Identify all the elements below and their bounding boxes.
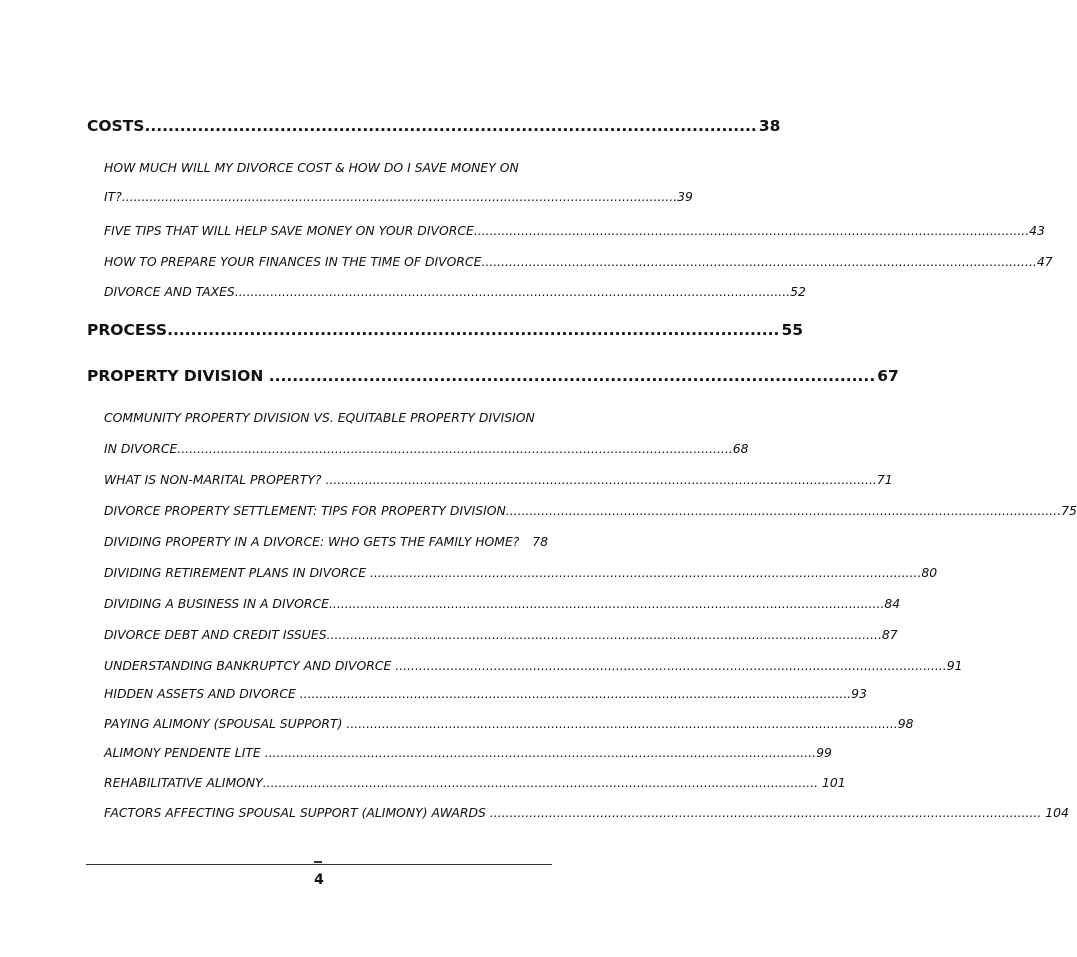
toc-entry-title: FIVE TIPS THAT WILL HELP SAVE MONEY ON YOUR DIVORCE xyxy=(104,223,474,238)
toc-entry-prepare-finances[interactable] xyxy=(104,254,1053,269)
toc-entry-title: DIVORCE PROPERTY SETTLEMENT: TIPS FOR PROPERTY DIVISION xyxy=(104,503,506,518)
toc-entry-page: 39 xyxy=(677,189,693,204)
toc-entry-debt-credit[interactable] xyxy=(104,627,898,642)
dot-leader: ............................................................................................................................................. xyxy=(481,254,1037,269)
toc-entry-process[interactable] xyxy=(87,321,804,339)
toc-entry-page: 47 xyxy=(1036,254,1053,269)
dot-leader: ............................................................................................................................................. xyxy=(262,775,823,790)
toc-entry-title: DIVIDING RETIREMENT PLANS IN DIVORCE xyxy=(104,565,367,580)
dot-leader: ............................................................................................................................................. xyxy=(234,284,791,299)
toc-entry-title-line1: COMMUNITY PROPERTY DIVISION VS. EQUITABLE PROPERTY DIVISION xyxy=(104,410,535,425)
footer-tick xyxy=(314,861,322,863)
toc-entry-title: ALIMONY PENDENTE LITE xyxy=(104,745,261,760)
toc-entry-divorce-cost[interactable] xyxy=(104,189,693,204)
toc-entry-family-home[interactable] xyxy=(104,534,548,549)
toc-entry-title: DIVORCE AND TAXES xyxy=(104,284,235,299)
toc-entry-page: 87 xyxy=(881,627,898,642)
dot-leader: ............................................................................................................................................. xyxy=(505,503,1062,518)
toc-entry-hidden-assets[interactable] xyxy=(104,686,867,701)
toc-entry-pendente-lite[interactable] xyxy=(104,745,832,760)
toc-entry-title-line1: HOW MUCH WILL MY DIVORCE COST & HOW DO I SAVE MONEY ON xyxy=(104,160,519,175)
toc-entry-title: WHAT IS NON-MARITAL PROPERTY? xyxy=(104,472,322,487)
footer-rule xyxy=(86,864,552,865)
toc-entry-non-marital-property[interactable] xyxy=(104,472,893,487)
toc-entry-page: 38 xyxy=(758,117,781,135)
toc-entry-bankruptcy[interactable] xyxy=(104,658,963,673)
toc-entry-title: FACTORS AFFECTING SPOUSAL SUPPORT (ALIMONY) AWARDS xyxy=(104,805,486,820)
toc-entry-title: DIVIDING PROPERTY IN A DIVORCE: WHO GETS THE FAMILY HOME? xyxy=(104,534,520,549)
toc-entry-page: 91 xyxy=(946,658,963,673)
toc-entry-paying-alimony[interactable] xyxy=(104,716,914,731)
toc-entry-title: IN DIVORCE xyxy=(104,441,178,456)
toc-entry-page: 71 xyxy=(876,472,893,487)
dot-leader: ............................................................................................................................................ xyxy=(342,716,898,731)
dot-leader: ............................................................................................................................................ xyxy=(391,658,947,673)
toc-entry-page: 104 xyxy=(1045,805,1069,820)
toc-entry-rehabilitative-alimony[interactable] xyxy=(104,775,846,790)
dot-leader: ............................................................................................................................................ xyxy=(485,805,1046,820)
toc-entry-page: 99 xyxy=(816,745,832,760)
toc-entry-page: 52 xyxy=(790,284,806,299)
dot-leader: ............................................................................................................................................. xyxy=(326,627,882,642)
toc-entry-title: REHABILITATIVE ALIMONY xyxy=(104,775,263,790)
toc-entry-title: COSTS xyxy=(87,117,145,135)
toc-entry-page: 80 xyxy=(921,565,938,580)
toc-entry-page: 67 xyxy=(877,367,899,385)
toc-entry-support-factors[interactable] xyxy=(104,805,1069,820)
toc-entry-title: DIVORCE DEBT AND CREDIT ISSUES xyxy=(104,627,327,642)
dot-leader: ............................................................................................................................................ xyxy=(260,745,817,760)
toc-entry-title: PROCESS xyxy=(87,321,168,339)
dot-leader: ........................................................................................................ xyxy=(144,117,757,135)
toc-entry-page: 68 xyxy=(732,441,749,456)
toc-entry-property-settlement[interactable] xyxy=(104,503,1077,518)
toc-entry-title: PAYING ALIMONY (SPOUSAL SUPPORT) xyxy=(104,716,343,731)
dot-leader: ............................................................................................................................................ xyxy=(321,472,877,487)
dot-leader: ............................................................................................................................................. xyxy=(328,596,885,611)
toc-entry-title: IT? xyxy=(104,189,122,204)
toc-entry-page: 43 xyxy=(1029,223,1045,238)
toc-entry-title: HOW TO PREPARE YOUR FINANCES IN THE TIME OF DIVORCE xyxy=(104,254,482,269)
dot-leader: ............................................................................................................................................ xyxy=(295,686,852,701)
toc-entry-title: HIDDEN ASSETS AND DIVORCE xyxy=(104,686,296,701)
toc-entry-page: 93 xyxy=(851,686,867,701)
toc-entry-title: PROPERTY DIVISION xyxy=(87,367,264,385)
dot-leader: ....................................................................................................... xyxy=(263,367,876,385)
toc-entry-five-tips[interactable] xyxy=(104,223,1045,238)
dot-leader: ............................................................................................................................................. xyxy=(473,223,1030,238)
toc-entry-page: 98 xyxy=(897,716,914,731)
dot-leader: ............................................................................................................................................. xyxy=(121,189,678,204)
dot-leader: ........................................................................................................ xyxy=(167,321,780,339)
toc-entry-title: UNDERSTANDING BANKRUPTCY AND DIVORCE xyxy=(104,658,392,673)
toc-entry-page: 84 xyxy=(884,596,901,611)
toc-entry-community-property[interactable] xyxy=(104,441,749,456)
toc-entry-page: 55 xyxy=(781,321,804,339)
toc-entry-page: 75 xyxy=(1061,503,1077,518)
toc-entry-dividing-business[interactable] xyxy=(104,596,901,611)
toc-entry-costs[interactable] xyxy=(87,117,781,135)
toc-entry-title: DIVIDING A BUSINESS IN A DIVORCE xyxy=(104,596,329,611)
toc-entry-page: 78 xyxy=(532,534,548,549)
toc-entry-page: 101 xyxy=(822,775,846,790)
dot-leader: ............................................................................................................................................. xyxy=(177,441,733,456)
toc-entry-divorce-taxes[interactable] xyxy=(104,284,806,299)
toc-entry-retirement-plans[interactable] xyxy=(104,565,938,580)
dot-leader: ............................................................................................................................................ xyxy=(366,565,922,580)
dot-leader xyxy=(519,534,532,549)
toc-entry-property-division[interactable] xyxy=(87,367,899,385)
page-number: 4 xyxy=(314,872,324,888)
